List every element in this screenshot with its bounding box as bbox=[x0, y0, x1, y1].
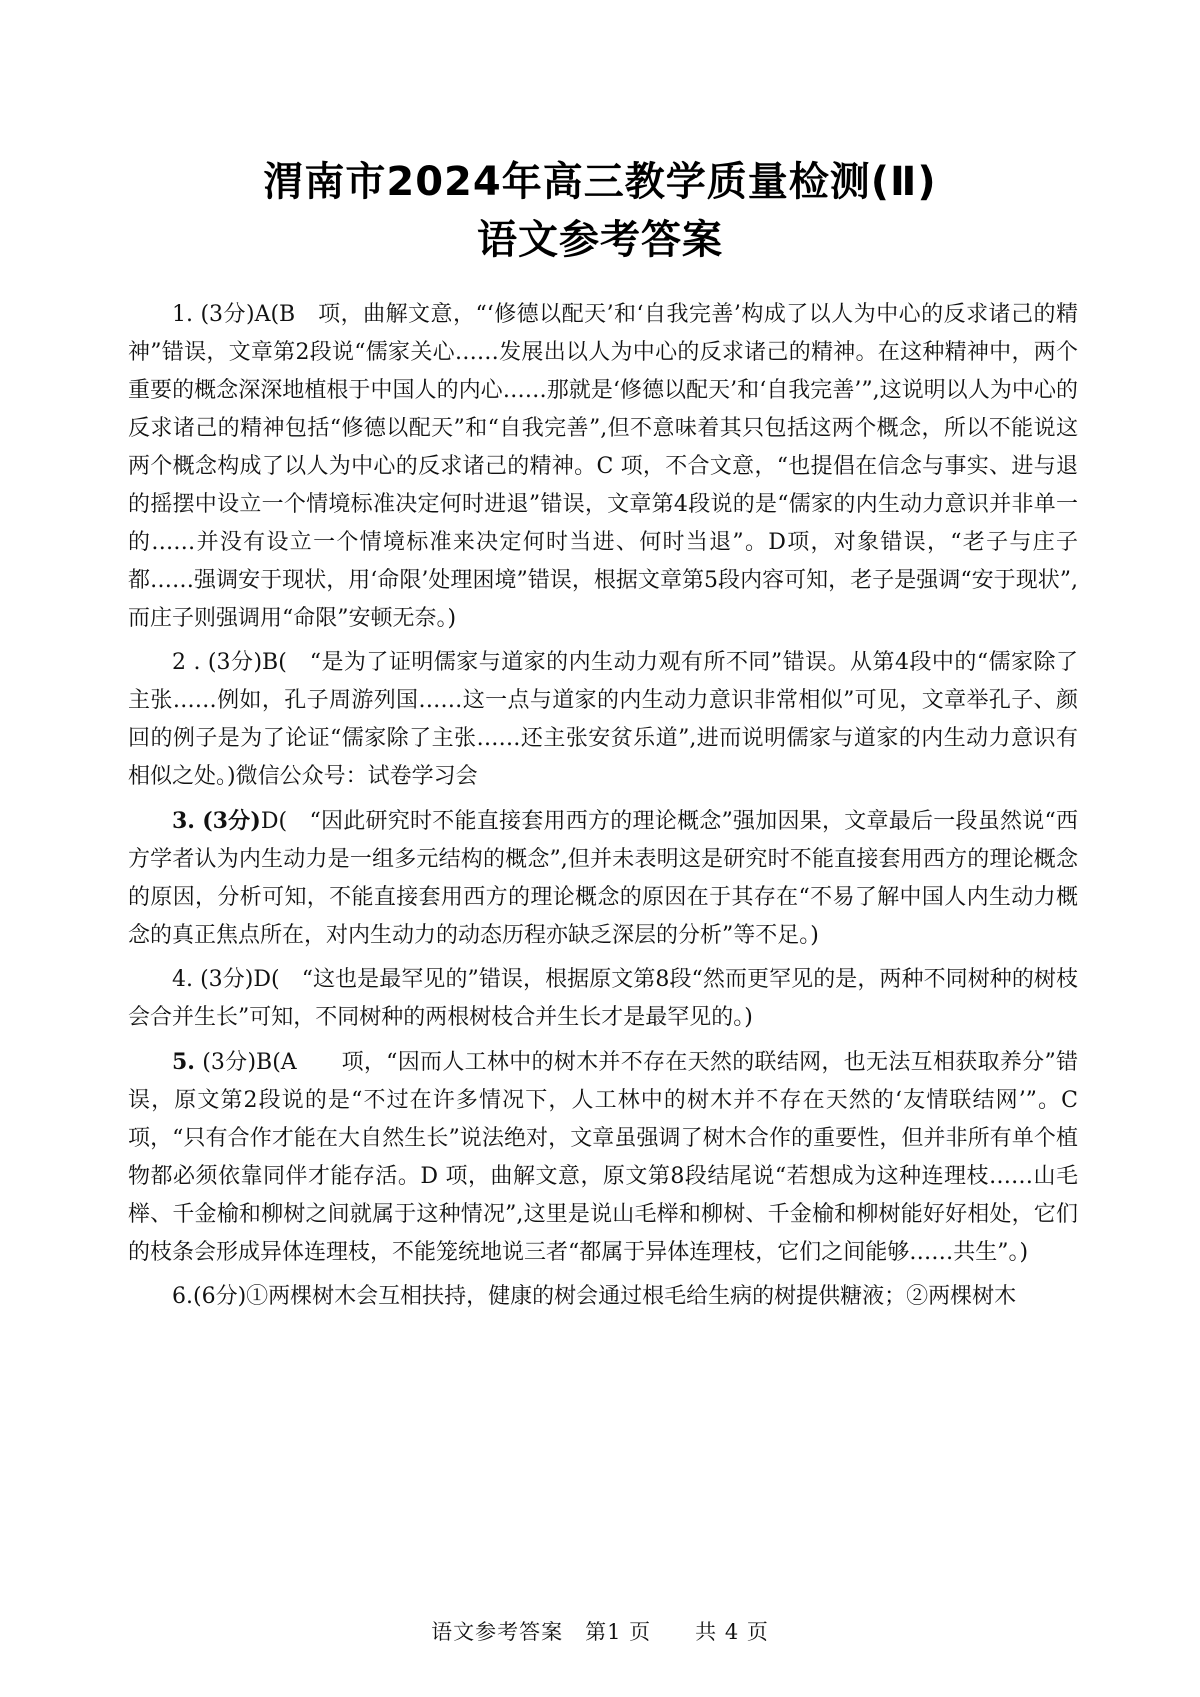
answer-number: 2 . bbox=[172, 650, 201, 675]
answer-text: (3分)B(A 项，“因而人工林中的树木并不存在天然的联结网，也无法互相获取养分”错误，原文第2段说的是“不过在许多情况下，人工林中的树木并不存在天然的‘友情联结网’”。C 项，“只有合作才能在大自然生长”说法绝对，文章虽强调了树木合作的重要性，但并非所有单个植物都必须依靠同伴才能存活。D 项，曲解文意，原文第8段结尾说“若想成为这种连理枝……山毛榉、千金榆和柳树之间就属于这种情况”,这里是说山毛榉和柳树、千金榆和柳树能好好相处，它们的枝条会形成异体连理枝，不能笼统地说三者“都属于异体连理枝，它们之间能够……共生”。) bbox=[128, 1050, 1078, 1265]
answer-item-1 bbox=[128, 296, 1078, 638]
answer-text: (3分)A(B 项，曲解文意，“‘修德以配天’和‘自我完善’构成了以人为中心的反求诸己的精神”错误，文章第2段说“儒家关心……发展出以人为中心的反求诸己的精神。在这种精神中，两个重要的概念深深地植根于中国人的内心……那就是‘修德以配天’和‘自我完善’”,这说明以人为中心的反求诸己的精神包括“修德以配天”和“自我完善”,但不意味着其只包括这两个概念，所以不能说这两个概念构成了以人为中心的反求诸己的精神。C 项，不合文意，“也提倡在信念与事实、进与退的摇摆中设立一个情境标准决定何时进退”错误，文章第4段说的是“儒家的内生动力意识并非单一的……并没有设立一个情境标准来决定何时当进、何时当退”。D项，对象错误，“老子与庄子都……强调安于现状，用‘命限’处理困境”错误，根据文章第5段内容可知，老子是强调“安于现状”,而庄子则强调用“命限”安顿无奈。) bbox=[128, 302, 1078, 631]
answer-item-6 bbox=[128, 1278, 1078, 1316]
answer-number: 6. bbox=[172, 1284, 193, 1309]
answer-text: (3分)D( “这也是最罕见的”错误，根据原文第8段“然而更罕见的是，两种不同树种的树枝会合并生长”可知，不同树种的两根树枝合并生长才是最罕见的。) bbox=[128, 967, 1078, 1030]
document-subtitle: 语文参考答案 bbox=[477, 217, 723, 263]
answer-item-2 bbox=[128, 644, 1078, 796]
answer-text: (6分)①两棵树木会互相扶持，健康的树会通过根毛给生病的树提供糖液；②两棵树木 bbox=[193, 1284, 1017, 1309]
answer-text: D( “因此研究时不能直接套用西方的理论概念”强加因果，文章最后一段虽然说“西方学者认为内生动力是一组多元结构的概念”,但并未表明这是研究时不能直接套用西方的理论概念的原因，分析可知，不能直接套用西方的理论概念的原因在于其存在“不易了解中国人内生动力概念的真正焦点所在，对内生动力的动态历程亦缺乏深层的分析”等不足。) bbox=[128, 809, 1078, 948]
answer-score: (3分) bbox=[202, 808, 261, 834]
answer-item-5 bbox=[128, 1043, 1078, 1272]
document-title: 渭南市2024年高三教学质量检测(Ⅱ) bbox=[263, 159, 937, 205]
answer-item-4 bbox=[128, 961, 1078, 1037]
answer-number: 3. bbox=[172, 808, 195, 834]
answer-number: 5. bbox=[172, 1049, 195, 1075]
answer-number: 1. bbox=[172, 302, 193, 327]
answer-text: (3分)B( “是为了证明儒家与道家的内生动力观有所不同”错误。从第4段中的“儒家除了主张……例如，孔子周游列国……这一点与道家的内生动力意识非常相似”可见，文章举孔子、颜回的例子是为了论证“儒家除了主张……还主张安贫乐道”,进而说明儒家与道家的内生动力意识有相似之处。)微信公众号：试卷学习会 bbox=[128, 650, 1079, 789]
answer-number: 4. bbox=[172, 967, 193, 992]
answer-item-3 bbox=[128, 802, 1078, 955]
answer-list bbox=[128, 296, 1078, 1322]
page-footer: 语文参考答案 第1 页 共 4 页 bbox=[431, 1620, 769, 1644]
